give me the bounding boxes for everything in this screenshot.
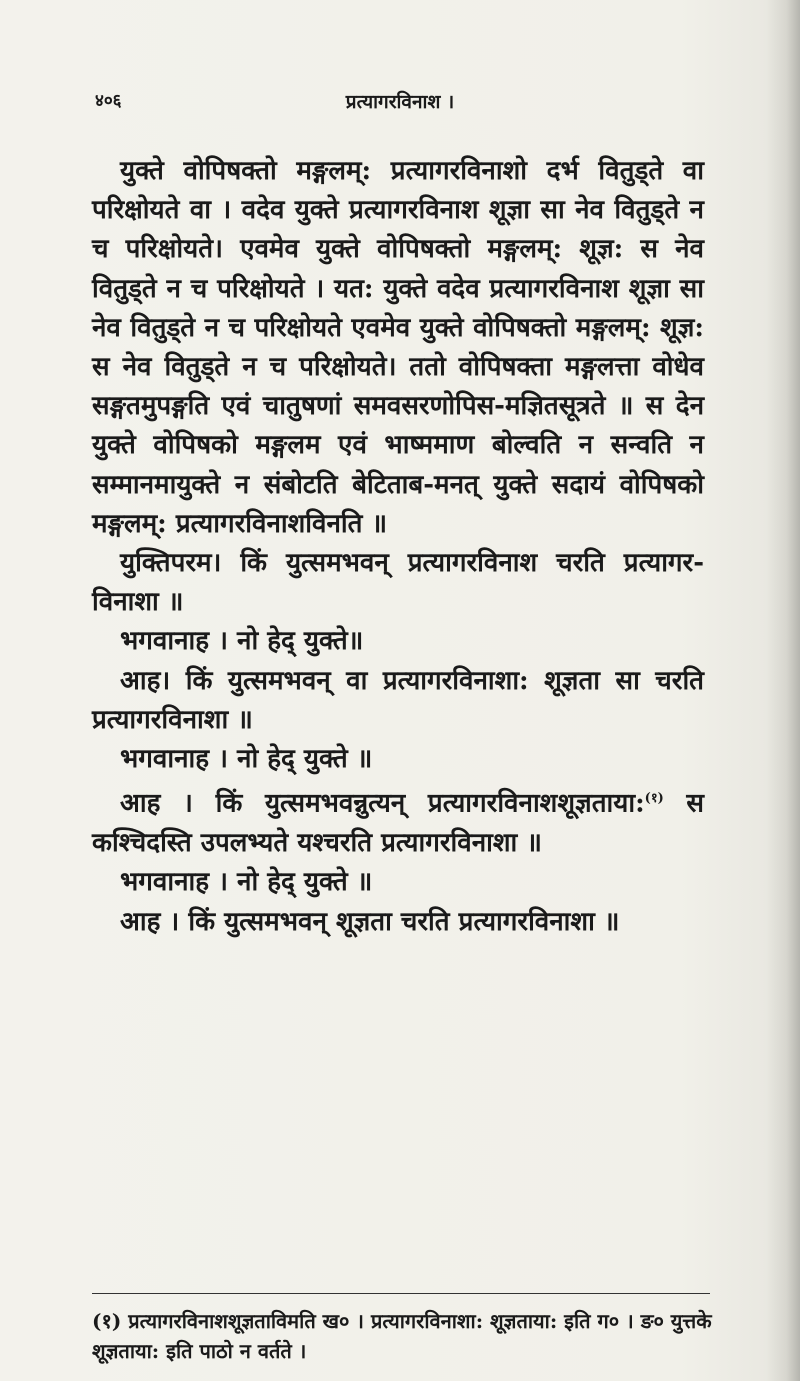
page-header [95, 88, 705, 118]
footnote-reference: (१) [644, 791, 664, 807]
paragraph: युक्ते वोपिषक्तो मङ्गलम्: प्रत्यागरविनाशो दर्भ वितुड्ते वा परिक्षोयते वा । वदेव युक्ते प्रत्यागरविनाश शूज्ञा सा नेव वितुड्ते न च परिक्षोयते। एवमेव युक्ते वोपिषक्तो मङ्गलम्: शूज्ञ: स नेव वितुड्ते न च परिक्षोयते । यत: युक्ते वदेव प्रत्यागरविनाश शूज्ञा सा नेव वितुड्ते न च परिक्षोयते एवमेव युक्ते वोपिषक्तो मङ्गलम्: शूज्ञ: स नेव वितुड्ते न च परिक्षोयते। ततो वोपिषक्ता मङ्गलत्ता वोधेव सङ्गतमुपङ्गति एवं चातुषणां समवसरणोपिस-मज्ञितसूत्रते ॥ स देन युक्ते वोपिषको मङ्गलम एवं भाष्ममाण बोल्वति न सन्वति न सम्मानमायुक्ते न संबोटति बेटिताब-मनत् युक्ते सदायं वोपिषको मङ्गलम्: प्रत्यागरविनाशविनति ॥ [92, 156, 704, 539]
paragraph: भगवानाह । नो हेद् युक्ते॥ [120, 626, 364, 657]
paragraph: भगवानाह । नो हेद् युक्ते ॥ [120, 744, 373, 775]
paragraph-text: आह । किं युत्समभवन्नुत्यन् प्रत्यागरविनाशशूज्ञताया: [120, 788, 645, 819]
page-number: ४०६ [95, 91, 122, 111]
running-title: प्रत्यागरविनाश । [345, 91, 455, 113]
paragraph: युक्तिपरम। किं युत्समभवन् प्रत्यागरविनाश चरति प्रत्यागर-विनाशा ॥ [92, 548, 704, 618]
footnote-marker: (१) [92, 1309, 122, 1333]
paragraph: आह। किं युत्समभवन् वा प्रत्यागरविनाशा: शूज्ञता सा चरति प्रत्यागरविनाशा ॥ [92, 665, 704, 735]
footnote-text: प्रत्यागरविनाशशूज्ञताविमति ख० । प्रत्यागरविनाशा: शूज्ञताया: इति ग० । ङ० युत्तके शूज्ञताया: इति पाठो न वर्तते । [92, 1309, 712, 1363]
footnote-divider [92, 1293, 710, 1294]
paragraph [92, 779, 704, 863]
page-edge-shadow [766, 0, 800, 1381]
paragraph-continuation: स कश्चिदस्ति उपलभ्यते यश्चरति प्रत्यागरविनाशा ॥ [92, 788, 704, 859]
paragraph: भगवानाह । नो हेद् युक्ते ॥ [120, 867, 373, 898]
footnote [92, 1306, 712, 1366]
body-text [92, 152, 704, 942]
paragraph: आह । किं युत्समभवन् शूज्ञता चरति प्रत्यागरविनाशा ॥ [120, 906, 620, 937]
